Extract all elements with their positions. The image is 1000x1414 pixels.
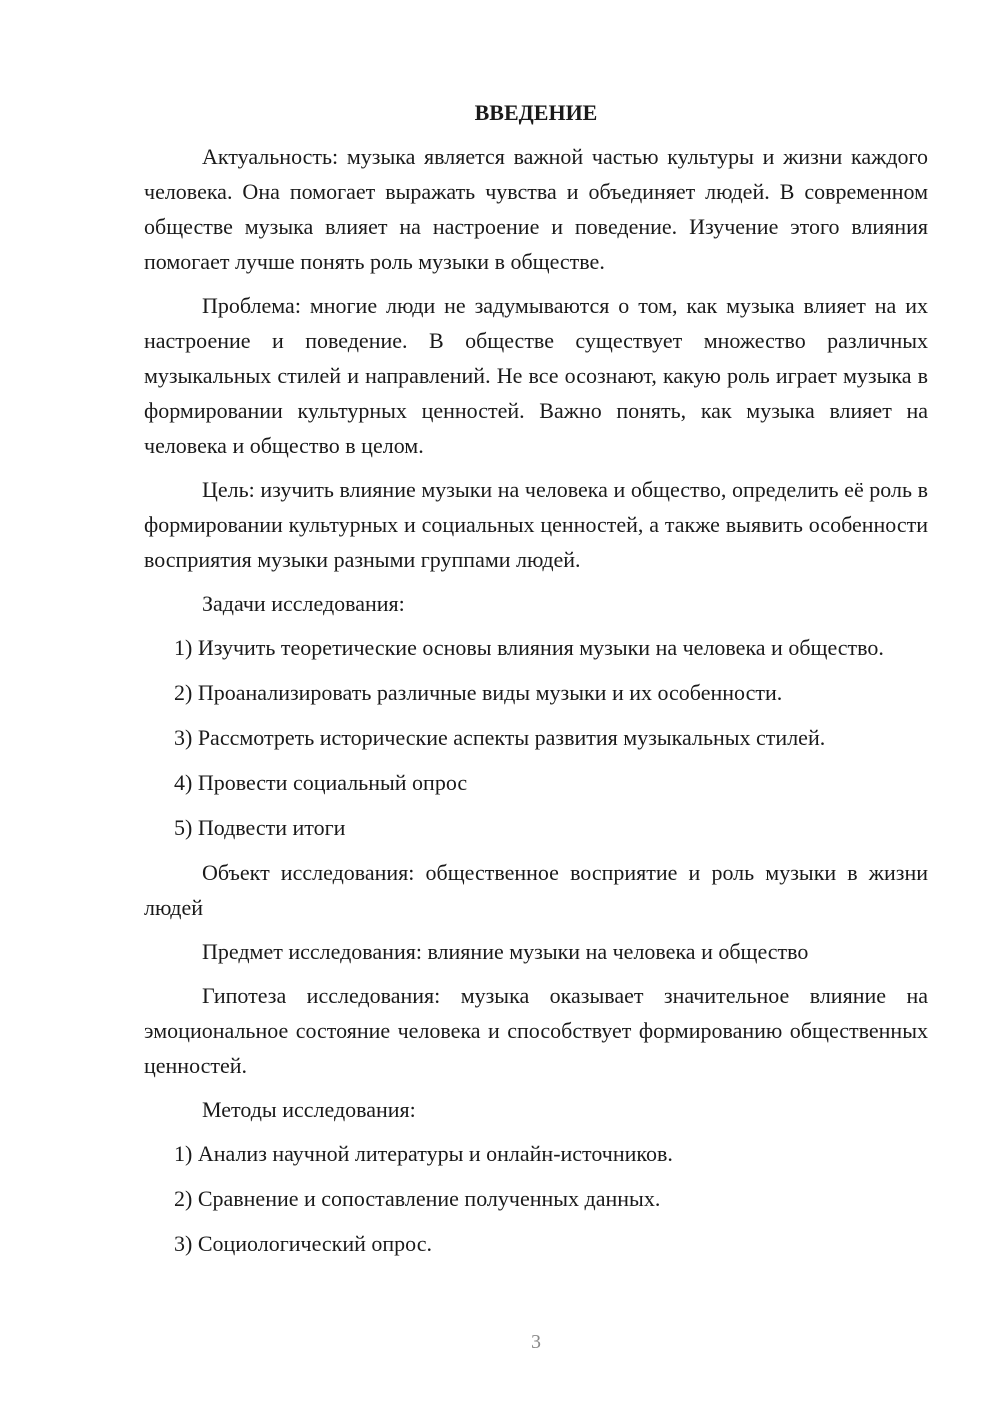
relevance-paragraph: Актуальность: музыка является важной частью культуры и жизни каждого человека. Она помогает выражать чувства и объединяет людей. В современном обществе музыка влияет на настроение и поведение. Изучение этого влияния помогает лучше понять роль музыки в обществе.: [144, 144, 928, 274]
subject-paragraph: Предмет исследования: влияние музыки на человека и общество: [202, 939, 809, 964]
object-paragraph: Объект исследования: общественное восприятие и роль музыки в жизни людей: [144, 860, 928, 920]
document-body: [144, 95, 928, 1271]
task-item: 5) Подвести итоги: [174, 815, 346, 840]
goal-paragraph: Цель: изучить влияние музыки на человека и общество, определить её роль в формировании культурных и социальных ценностей, а также выявить особенности восприятия музыки разными группами людей.: [144, 477, 928, 572]
section-title: ВВЕДЕНИЕ: [474, 100, 598, 125]
methods-list: [144, 1136, 928, 1261]
method-item: 1) Анализ научной литературы и онлайн-источников.: [174, 1141, 673, 1166]
task-item: 4) Провести социальный опрос: [174, 770, 468, 795]
problem-paragraph: Проблема: многие люди не задумываются о том, как музыка влияет на их настроение и поведение. В обществе существует множество различных музыкальных стилей и направлений. Не все осознают, какую роль играет музыка в формировании культурных ценностей. Важно понять, как музыка влияет на человека и общество в целом.: [144, 293, 928, 458]
page-number: 3: [531, 1331, 541, 1353]
task-item: 3) Рассмотреть исторические аспекты развития музыкальных стилей.: [174, 725, 826, 750]
task-item: 2) Проанализировать различные виды музыки и их особенности.: [174, 680, 783, 705]
task-item: 1) Изучить теоретические основы влияния музыки на человека и общество.: [174, 635, 884, 660]
method-item: 3) Социологический опрос.: [174, 1231, 432, 1256]
method-item: 2) Сравнение и сопоставление полученных данных.: [174, 1186, 661, 1211]
tasks-list: [144, 630, 928, 845]
hypothesis-paragraph: Гипотеза исследования: музыка оказывает значительное влияние на эмоциональное состояние человека и способствует формированию общественных ценностей.: [144, 983, 928, 1078]
tasks-heading: Задачи исследования:: [202, 591, 405, 616]
methods-heading: Методы исследования:: [202, 1097, 416, 1122]
